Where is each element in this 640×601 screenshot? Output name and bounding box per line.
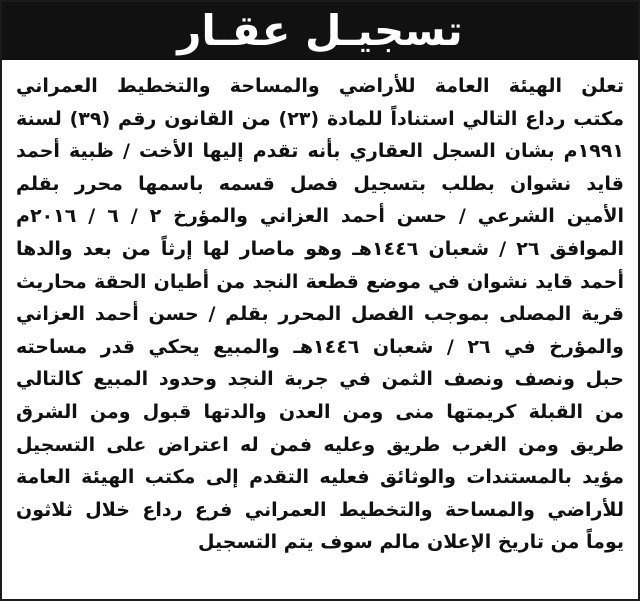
notice-line: قرية المصلى بموجب الفصل المحرر بقلم / حسن أحمد العزاني [16, 303, 624, 326]
notice-line: من القبلة كريمتها منى ومن العدن والدتها قبول ومن الشرق [16, 400, 624, 423]
notice-line: قايد نشوان بطلب بتسجيل فصل قسمه باسمها محرر بقلم [16, 172, 624, 195]
notice-line: أحمد قايد نشوان في موضع قطعة النجد من أطيان الحقة محاريث [16, 270, 624, 293]
notice-title: تسجيـل عقـار [177, 6, 463, 55]
notice-line: مكتب رداع التالي استناداً للمادة (٢٣) من القانون رقم (٣٩) لسنة [16, 107, 624, 130]
notice-line: للأراضي والمساحة والتخطيط العمراني فرع رداع خلال ثلاثون [16, 498, 624, 521]
notice-line: الأمين الشرعي / حسن أحمد العزاني والمؤرخ ٢ / ٦ / ٢٠١٦م [16, 205, 624, 228]
notice-line: ١٩٩١م بشان السجل العقاري بأنه تقدم إليها الأخت / ظبية أحمد [16, 140, 624, 163]
notice-line: تعلن الهيئة العامة للأراضي والمساحة والتخطيط العمراني [16, 75, 624, 97]
notice-line: حبل ونصف ونصف الثمن في جربة النجد وحدود المبيع كالتالي [16, 368, 624, 391]
notice-line: والمؤرخ في ٢٦ / شعبان ١٤٤٦هـ والمبيع يحكي قدر مساحته [16, 335, 624, 358]
notice-line: طريق ومن الغرب طريق وعليه فمن له اعتراض على التسجيل [16, 433, 624, 456]
notice-line: الموافق ٢٦ / شعبان ١٤٤٦هـ وهو ماصار لها إرثاً من بعد والدها [16, 237, 624, 260]
notice-header [2, 2, 638, 60]
notice-body [16, 70, 624, 559]
notice-line: مؤيد بالمستندات والوثائق فعليه التقدم إلى مكتب الهيئة العامة [16, 466, 624, 489]
notice-line-last: يوماً من تاريخ الإعلان مالم سوف يتم التسجيل [198, 531, 624, 554]
